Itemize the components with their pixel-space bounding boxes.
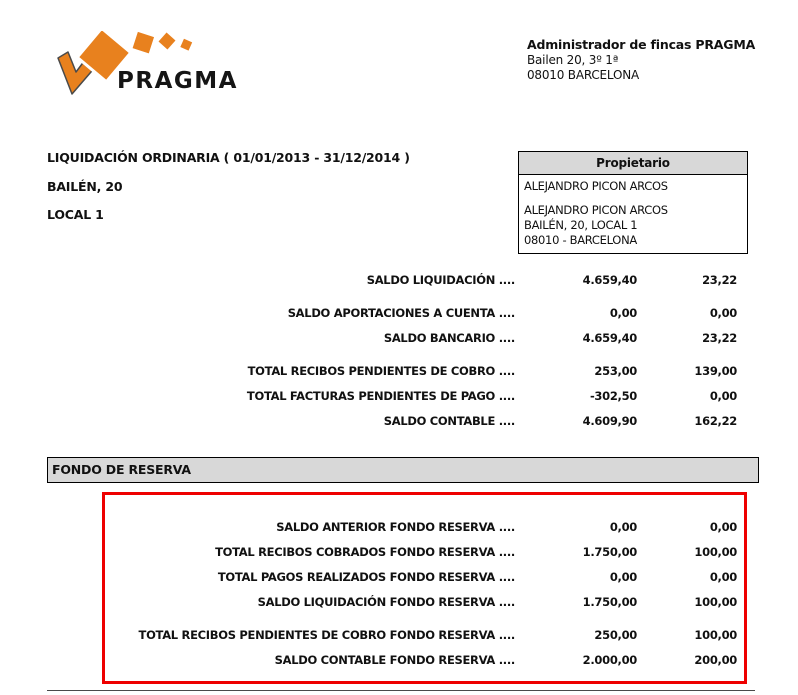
row-value-owner: 100,00: [694, 545, 737, 559]
row-label: TOTAL PAGOS REALIZADOS FONDO RESERVA ....: [217, 570, 515, 584]
fondo-section-header: FONDO DE RESERVA: [47, 457, 759, 483]
row-value-total: 4.659,40: [582, 273, 637, 287]
bottom-divider: [47, 690, 755, 691]
owner-address-name: ALEJANDRO PICON ARCOS: [524, 203, 668, 217]
owner-box: [518, 151, 748, 254]
row-value-total: 4.659,40: [582, 331, 637, 345]
row-label: TOTAL RECIBOS PENDIENTES DE COBRO FONDO RESERVA ....: [138, 628, 515, 642]
fondo-rows: [47, 515, 737, 673]
row-label: TOTAL RECIBOS COBRADOS FONDO RESERVA ....: [215, 545, 515, 559]
statement-row: [47, 515, 737, 540]
row-label: SALDO BANCARIO ....: [383, 331, 515, 345]
pragma-wordmark: PRAGMA: [117, 68, 238, 94]
owner-name: ALEJANDRO PICON ARCOS: [524, 179, 668, 193]
row-value-total: 253,00: [594, 364, 637, 378]
row-label: TOTAL RECIBOS PENDIENTES DE COBRO ....: [247, 364, 515, 378]
office-address: Bailen 20, 3º 1ª: [527, 53, 619, 67]
row-label: SALDO CONTABLE ....: [383, 414, 515, 428]
row-label: SALDO LIQUIDACIÓN ....: [366, 273, 515, 287]
statement-row: [47, 301, 737, 326]
row-value-owner: 200,00: [694, 653, 737, 667]
row-value-total: 4.609,90: [582, 414, 637, 428]
row-label: SALDO LIQUIDACIÓN FONDO RESERVA ....: [257, 595, 515, 609]
statement-row: [47, 409, 737, 434]
row-label: SALDO APORTACIONES A CUENTA ....: [287, 306, 515, 320]
statement-row: [47, 648, 737, 673]
statement-row: [47, 326, 737, 351]
row-value-owner: 100,00: [694, 628, 737, 642]
owner-address-city: 08010 - BARCELONA: [524, 233, 637, 247]
row-value-owner: 0,00: [709, 520, 737, 534]
row-value-total: 0,00: [609, 520, 637, 534]
row-value-total: -302,50: [589, 389, 637, 403]
office-name: Administrador de fincas PRAGMA: [527, 37, 756, 52]
owner-box-spacer: [524, 194, 742, 203]
statement-row: [47, 268, 737, 293]
row-value-owner: 0,00: [709, 306, 737, 320]
row-value-total: 0,00: [609, 570, 637, 584]
statement-row: [47, 623, 737, 648]
owner-address-street: BAILÉN, 20, LOCAL 1: [524, 218, 638, 232]
row-value-owner: 23,22: [702, 273, 737, 287]
office-city: 08010 BARCELONA: [527, 68, 640, 82]
row-label: TOTAL FACTURAS PENDIENTES DE PAGO ....: [246, 389, 515, 403]
building-title: BAILÉN, 20: [47, 179, 123, 194]
row-value-owner: 139,00: [694, 364, 737, 378]
row-value-total: 0,00: [609, 306, 637, 320]
statement-row: [47, 384, 737, 409]
office-header: [527, 37, 755, 83]
row-value-owner: 100,00: [694, 595, 737, 609]
liquidation-title: LIQUIDACIÓN ORDINARIA ( 01/01/2013 - 31/12/2014 ): [47, 150, 410, 165]
row-label: SALDO ANTERIOR FONDO RESERVA ....: [276, 520, 515, 534]
row-value-owner: 162,22: [694, 414, 737, 428]
owner-box-body: [519, 175, 747, 253]
summary-rows: [47, 268, 737, 434]
owner-box-header: Propietario: [519, 152, 747, 175]
row-value-total: 250,00: [594, 628, 637, 642]
row-value-total: 1.750,00: [582, 545, 637, 559]
statement-row: [47, 540, 737, 565]
row-value-owner: 23,22: [702, 331, 737, 345]
unit-title: LOCAL 1: [47, 207, 104, 222]
row-value-total: 2.000,00: [582, 653, 637, 667]
row-value-total: 1.750,00: [582, 595, 637, 609]
statement-row: [47, 359, 737, 384]
row-value-owner: 0,00: [709, 389, 737, 403]
statement-row: [47, 590, 737, 615]
statement-row: [47, 565, 737, 590]
row-value-owner: 0,00: [709, 570, 737, 584]
row-label: SALDO CONTABLE FONDO RESERVA ....: [274, 653, 515, 667]
